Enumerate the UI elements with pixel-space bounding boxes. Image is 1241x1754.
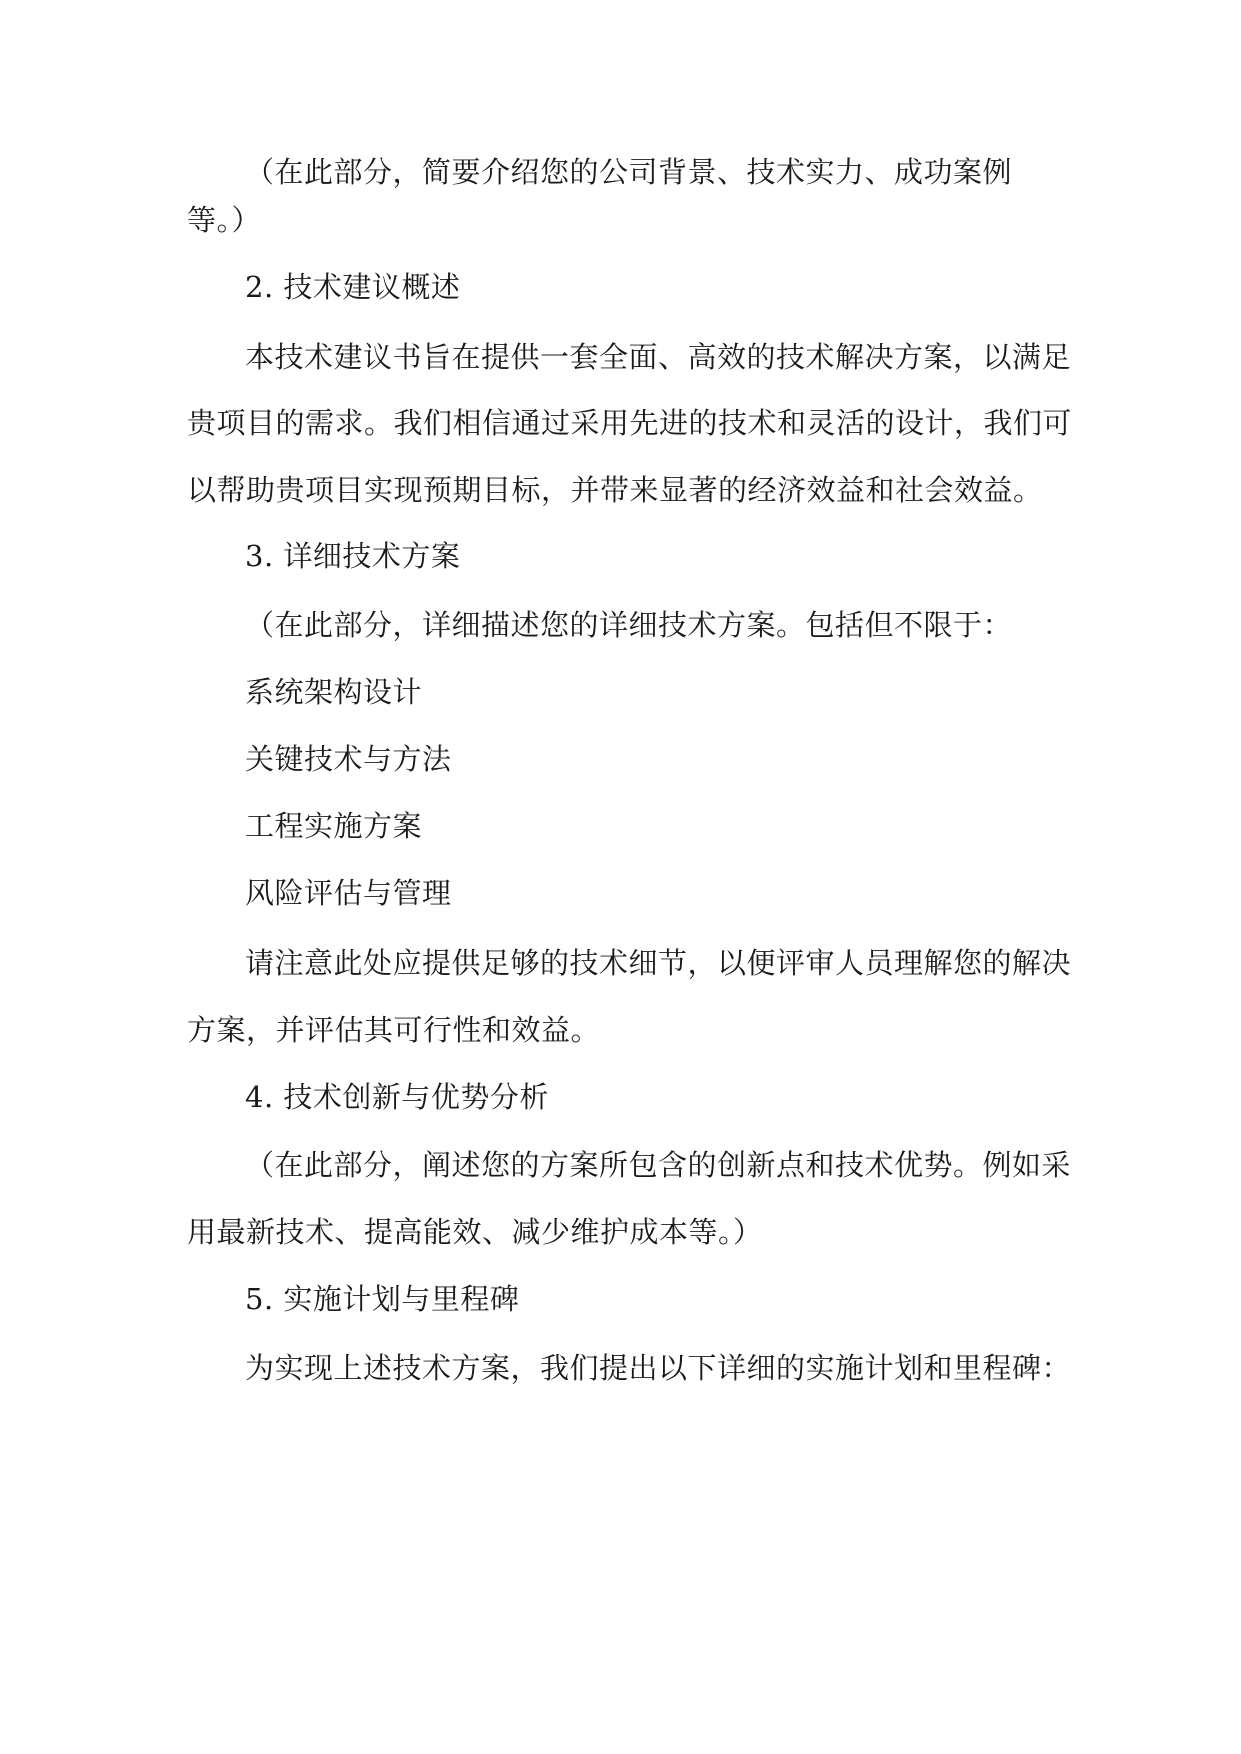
list-item-engineering-plan: 工程实施方案 bbox=[245, 809, 423, 843]
paragraph-innovation-line-1: （在此部分，阐述您的方案所包含的创新点和技术优势。例如采 bbox=[245, 1148, 1072, 1182]
paragraph-implementation-plan: 为实现上述技术方案，我们提出以下详细的实施计划和里程碑： bbox=[245, 1351, 1072, 1385]
paragraph-detail-intro: （在此部分，详细描述您的详细技术方案。包括但不限于： bbox=[245, 608, 1013, 642]
paragraph-overview-line-2: 贵项目的需求。我们相信通过采用先进的技术和灵活的设计，我们可 bbox=[187, 406, 1073, 440]
list-item-risk-management: 风险评估与管理 bbox=[245, 876, 452, 910]
section-heading-3: 3. 详细技术方案 bbox=[245, 539, 461, 573]
list-item-system-architecture: 系统架构设计 bbox=[245, 675, 423, 709]
paragraph-overview-line-1: 本技术建议书旨在提供一套全面、高效的技术解决方案，以满足 bbox=[245, 340, 1072, 374]
section-heading-4: 4. 技术创新与优势分析 bbox=[245, 1080, 549, 1114]
list-item-key-technology: 关键技术与方法 bbox=[245, 742, 452, 776]
paragraph-notice-line-1: 请注意此处应提供足够的技术细节，以便评审人员理解您的解决 bbox=[245, 946, 1072, 980]
paragraph-company-intro-line-1: （在此部分，简要介绍您的公司背景、技术实力、成功案例 bbox=[245, 155, 1013, 189]
paragraph-overview-line-3: 以帮助贵项目实现预期目标，并带来显著的经济效益和社会效益。 bbox=[187, 473, 1043, 507]
paragraph-company-intro-line-2: 等。） bbox=[187, 203, 262, 237]
paragraph-innovation-line-2: 用最新技术、提高能效、减少维护成本等。） bbox=[187, 1215, 763, 1249]
section-heading-2: 2. 技术建议概述 bbox=[245, 270, 461, 304]
section-heading-5: 5. 实施计划与里程碑 bbox=[245, 1282, 520, 1316]
paragraph-notice-line-2: 方案，并评估其可行性和效益。 bbox=[187, 1013, 601, 1047]
